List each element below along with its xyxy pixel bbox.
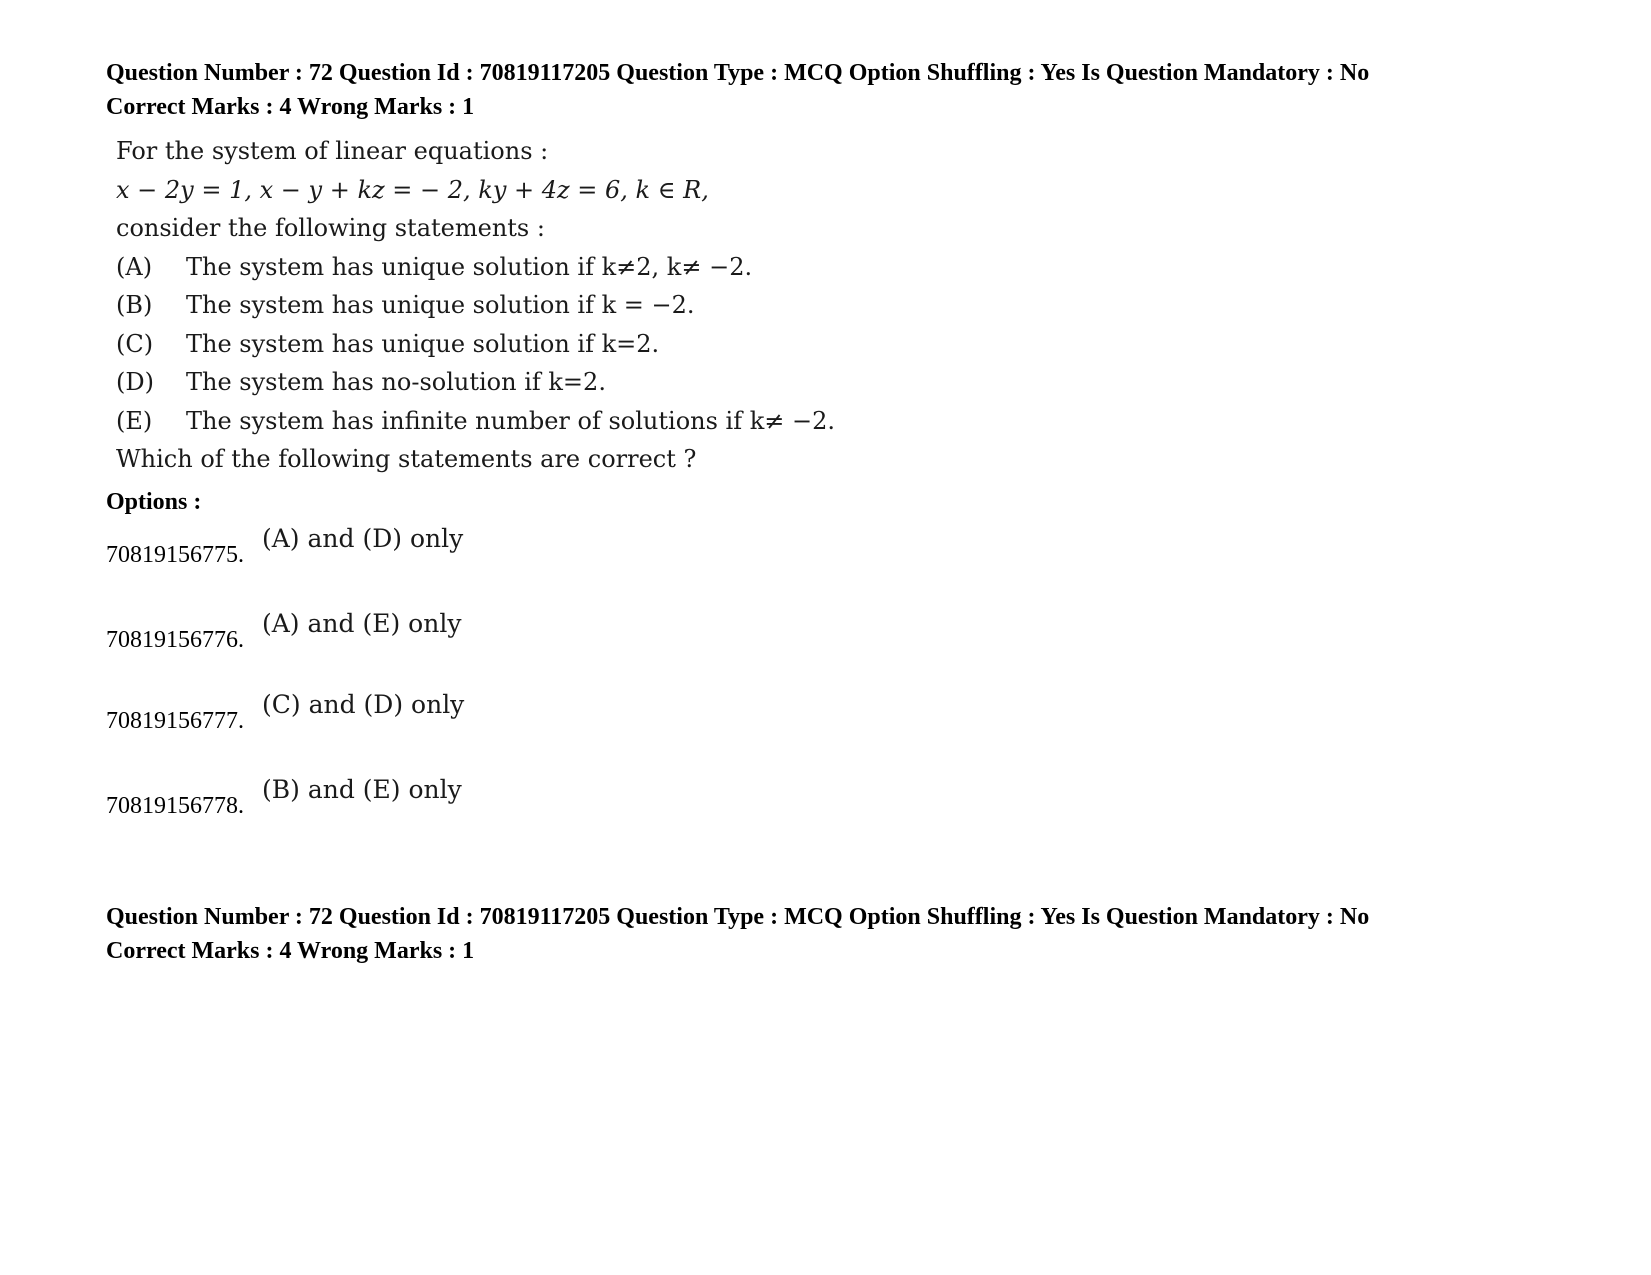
marks-meta-line: Correct Marks : 4 Wrong Marks : 1 [106, 938, 475, 964]
statement-tag: (C) [116, 329, 154, 358]
option-id: 70819156775. [106, 542, 244, 568]
statement-tag: (B) [116, 291, 153, 319]
option-text: (A) and (D) only [262, 524, 464, 553]
question-intro: For the system of linear equations : [116, 137, 549, 165]
question-prompt: Which of the following statements are correct ? [116, 445, 697, 473]
statement-tag: (E) [116, 406, 153, 435]
question-body [116, 132, 835, 479]
statement-tag: (A) [116, 252, 153, 281]
statement-text: The system has infinite number of solutions if k≠ −2. [186, 406, 836, 435]
option-id: 70819156777. [106, 708, 244, 734]
option-text: (C) and (D) only [262, 690, 465, 719]
option-id: 70819156778. [106, 793, 244, 819]
statement-text: The system has unique solution if k = −2. [186, 291, 695, 319]
statement-a [116, 248, 835, 287]
question-meta-header [106, 56, 1369, 124]
question-meta-line: Question Number : 72 Question Id : 70819117205 Question Type : MCQ Option Shuffling : Yes Is Question Mandatory : No [106, 904, 1370, 930]
statement-e [116, 402, 835, 441]
marks-meta-line: Correct Marks : 4 Wrong Marks : 1 [106, 94, 475, 120]
statement-text: The system has unique solution if k=2. [186, 329, 660, 358]
option-text: (A) and (E) only [262, 609, 462, 638]
question-meta-line: Question Number : 72 Question Id : 70819117205 Question Type : MCQ Option Shuffling : Yes Is Question Mandatory : No [106, 60, 1370, 86]
statement-d [116, 363, 835, 402]
statement-text: The system has unique solution if k≠2, k≠ −2. [186, 252, 753, 281]
statement-text: The system has no-solution if k=2. [186, 368, 606, 396]
option-text: (B) and (E) only [262, 775, 462, 804]
option-id: 70819156776. [106, 627, 244, 653]
statement-b [116, 286, 835, 325]
next-question-meta-header [106, 900, 1369, 968]
question-equations: x − 2y = 1, x − y + kz = − 2, ky + 4z = 6, k ∈ R, [116, 175, 709, 204]
statement-tag: (D) [116, 368, 154, 396]
question-consider: consider the following statements : [116, 214, 545, 242]
options-label: Options : [106, 489, 202, 515]
statement-c [116, 325, 835, 364]
